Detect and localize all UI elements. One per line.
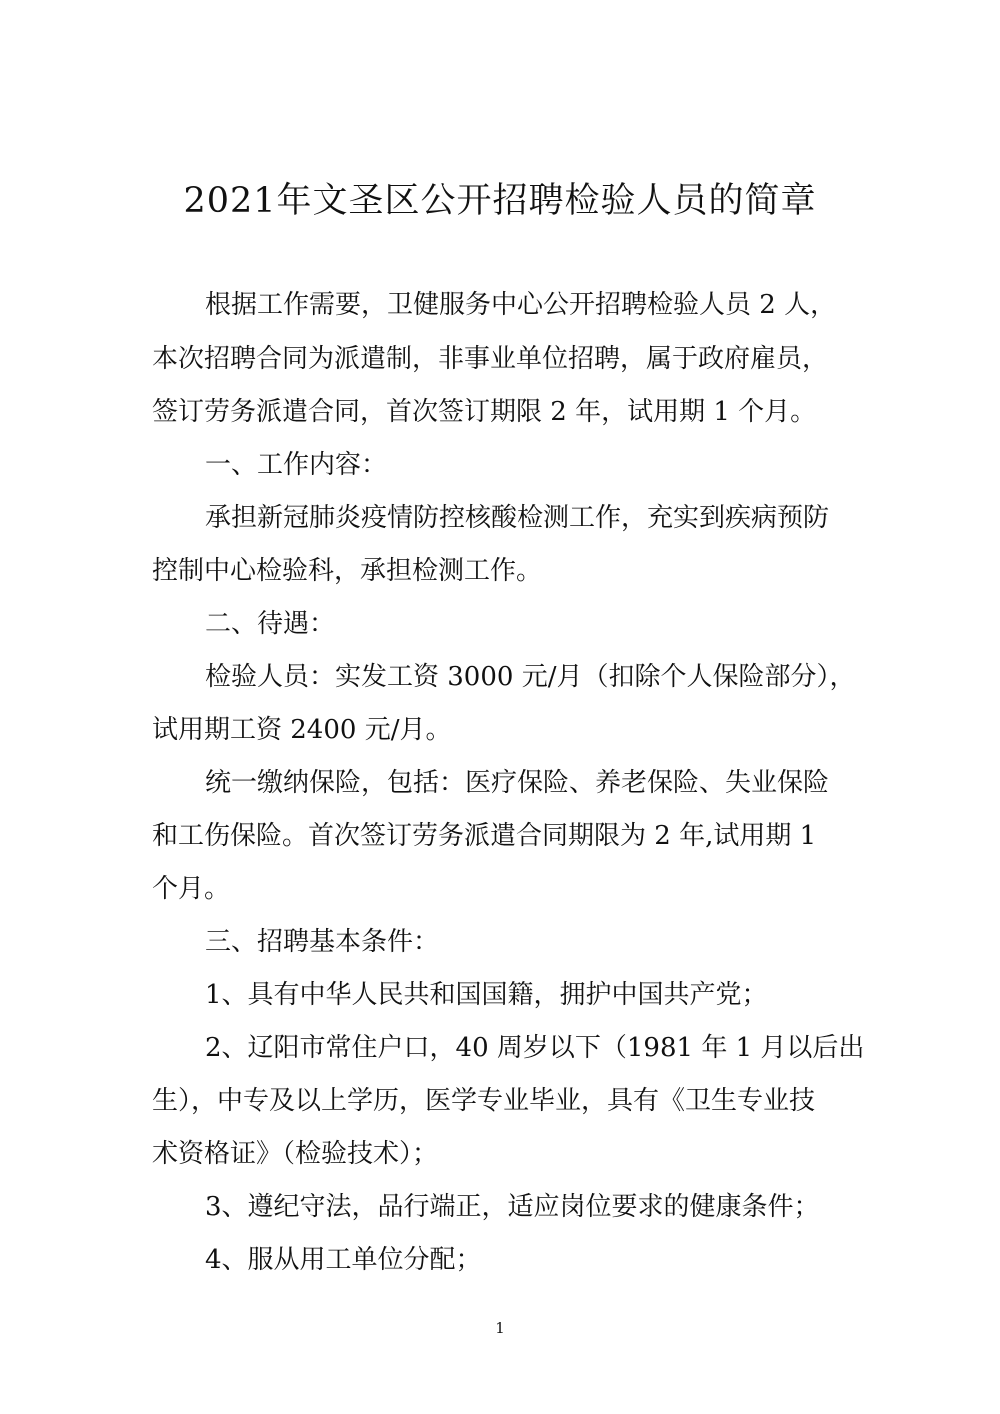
paragraph-line: 签订劳务派遣合同，首次签订期限 2 年，试用期 1 个月。: [152, 397, 817, 427]
document-title: 2021年文圣区公开招聘检验人员的简章: [183, 181, 817, 221]
list-item-continuation: 术资格证》（检验技术）；: [152, 1139, 439, 1169]
paragraph-line: 检验人员：实发工资 3000 元/月（扣除个人保险部分），: [205, 662, 856, 692]
section-heading: 三、招聘基本条件：: [205, 927, 440, 957]
list-item: 1、具有中华人民共和国国籍，拥护中国共产党；: [205, 980, 768, 1010]
paragraph-line: 控制中心检验科，承担检测工作。: [152, 556, 543, 586]
section-heading: 二、待遇：: [205, 609, 336, 639]
list-item-continuation: 生），中专及以上学历，医学专业毕业，具有《卫生专业技: [152, 1086, 816, 1116]
paragraph-line: 个月。: [152, 874, 231, 904]
page-number: 1: [495, 1319, 505, 1337]
list-item: 4、服从用工单位分配；: [205, 1245, 482, 1275]
paragraph-line: 和工伤保险。首次签订劳务派遣合同期限为 2 年,试用期 1: [152, 821, 817, 851]
section-heading: 一、工作内容：: [205, 450, 388, 480]
paragraph-line: 承担新冠肺炎疫情防控核酸检测工作，充实到疾病预防: [205, 503, 830, 533]
list-item: 2、辽阳市常住户口，40 周岁以下（1981 年 1 月以后出: [205, 1033, 865, 1063]
list-item: 3、遵纪守法，品行端正，适应岗位要求的健康条件；: [205, 1192, 820, 1222]
paragraph-line: 本次招聘合同为派遣制，非事业单位招聘，属于政府雇员，: [152, 344, 829, 374]
paragraph-line: 根据工作需要，卫健服务中心公开招聘检验人员 2 人，: [205, 290, 837, 320]
paragraph-line: 试用期工资 2400 元/月。: [152, 715, 452, 745]
paragraph-line: 统一缴纳保险，包括：医疗保险、养老保险、失业保险: [205, 768, 830, 798]
